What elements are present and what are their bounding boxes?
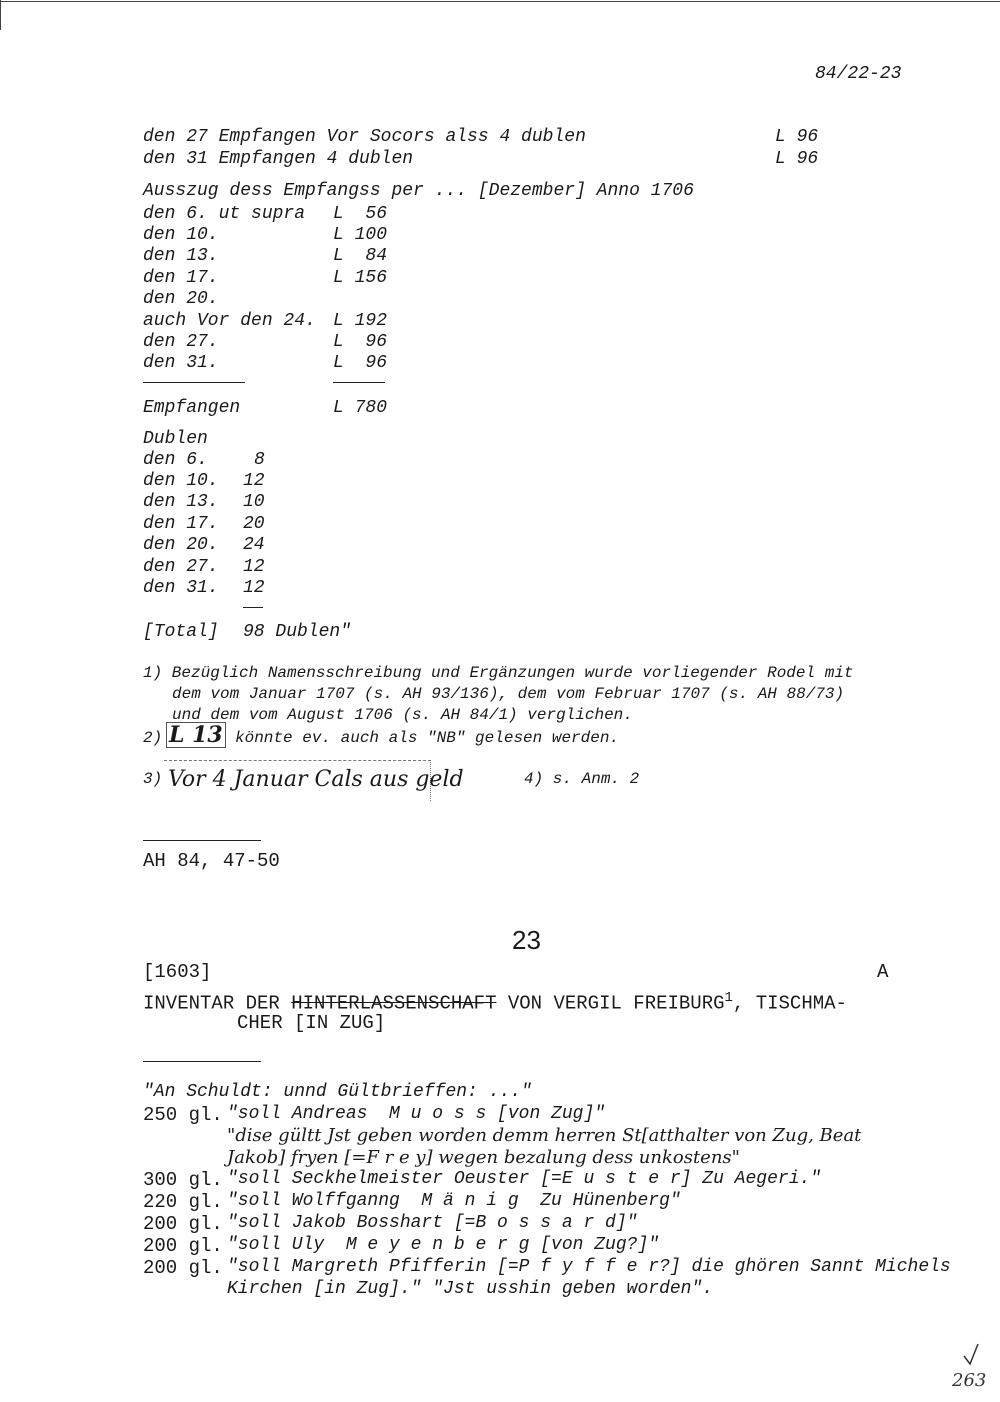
top-row-amount: L 96 bbox=[775, 127, 819, 147]
dublen-heading: Dublen bbox=[143, 429, 208, 449]
dublen-row-value: 10 bbox=[243, 492, 265, 512]
auszug-row-amount: L 84 bbox=[333, 246, 388, 266]
auszug-row-amount: L 192 bbox=[333, 311, 388, 331]
empfangen-amount: L 780 bbox=[333, 398, 388, 418]
dublen-row-label: den 31. bbox=[143, 578, 219, 598]
auszug-row-label: den 6. ut supra bbox=[143, 204, 306, 224]
dublen-row-value: 8 bbox=[254, 450, 265, 470]
entry-amount: 220 gl. bbox=[143, 1191, 223, 1213]
entry-text: "soll Andreas M u o s s [von Zug]" bbox=[227, 1104, 606, 1124]
auszug-row-label: den 31. bbox=[143, 353, 219, 373]
entry-amount: 300 gl. bbox=[143, 1169, 223, 1191]
dublen-row-label: den 17. bbox=[143, 514, 219, 534]
entry-text: "soll Wolffganng M ä n i g Zu Hünenberg" bbox=[227, 1191, 681, 1211]
dublen-row-value: 24 bbox=[243, 535, 265, 555]
title-part: , TISCHMA- bbox=[732, 992, 847, 1015]
sum-rule bbox=[243, 607, 263, 608]
corner-page-mark: 263 bbox=[952, 1370, 987, 1391]
auszug-row-label: den 13. bbox=[143, 246, 219, 266]
document-title-line-1 bbox=[143, 990, 847, 1014]
entry-amount: 200 gl. bbox=[143, 1235, 223, 1257]
dublen-row-value: 12 bbox=[243, 471, 265, 491]
scan-left-border bbox=[0, 0, 2, 30]
entry-amount: 200 gl. bbox=[143, 1257, 223, 1279]
top-row-text: den 27 Empfangen Vor Socors alss 4 dublen bbox=[143, 127, 586, 147]
top-row-amount: L 96 bbox=[775, 149, 819, 169]
dublen-row-value: 20 bbox=[243, 514, 265, 534]
document-title-line-2: CHER [IN ZUG] bbox=[237, 1012, 386, 1034]
schuldt-heading: "An Schuldt: unnd Gültbrieffen: ..." bbox=[143, 1082, 532, 1102]
title-footnote-marker: 1 bbox=[724, 990, 733, 1006]
check-mark-icon bbox=[960, 1340, 990, 1370]
dublen-total-label: [Total] bbox=[143, 622, 219, 642]
empfangen-label: Empfangen bbox=[143, 398, 241, 418]
dublen-row-label: den 13. bbox=[143, 492, 219, 512]
auszug-row-label: den 10. bbox=[143, 225, 219, 245]
entry-text: "soll Jakob Bosshart [=B o s s a r d]" bbox=[227, 1213, 638, 1233]
sum-rule bbox=[143, 382, 245, 383]
source-reference: AH 84, 47-50 bbox=[143, 850, 280, 872]
title-part: VON VERGIL FREIBURG bbox=[496, 992, 725, 1015]
document-number: 23 bbox=[512, 925, 541, 955]
entry-amount: 200 gl. bbox=[143, 1213, 223, 1235]
dublen-row-value: 12 bbox=[243, 578, 265, 598]
auszug-row-amount: L 96 bbox=[333, 353, 388, 373]
entry-text: "soll Seckhelmeister Oeuster [=E u s t e r] Zu Aegeri." bbox=[227, 1169, 822, 1189]
auszug-row-label: den 20. bbox=[143, 289, 219, 309]
entry-text-mixed: Kirchen [in Zug]." "Jst usshin geben worden". bbox=[227, 1279, 714, 1299]
dublen-row-label: den 20. bbox=[143, 535, 219, 555]
page-reference: 84/22-23 bbox=[815, 64, 902, 84]
sum-rule bbox=[333, 382, 385, 383]
title-struck-word: HINTERLASSENSCHAFT bbox=[291, 992, 497, 1015]
dublen-row-label: den 10. bbox=[143, 471, 219, 491]
scan-top-border bbox=[0, 1, 1000, 2]
entry-amount: 250 gl. bbox=[143, 1104, 223, 1126]
footnote-2-text: könnte ev. auch als "NB" gelesen werden. bbox=[235, 729, 620, 747]
title-part: INVENTAR DER bbox=[143, 992, 292, 1015]
auszug-row-label: auch Vor den 24. bbox=[143, 311, 316, 331]
entry-text-handwritten: "dise gültt Jst geben worden demm herren St[atthalter von Zug, Beat bbox=[227, 1125, 862, 1146]
dublen-total-value: 98 Dublen" bbox=[243, 622, 352, 642]
auszug-row-label: den 27. bbox=[143, 332, 219, 352]
footnote-1-line: und dem vom August 1706 (s. AH 84/1) verglichen. bbox=[172, 706, 633, 724]
auszug-row-amount: L 156 bbox=[333, 268, 388, 288]
separator-rule bbox=[143, 1061, 261, 1062]
auszug-row-amount: L 56 bbox=[333, 204, 388, 224]
footnote-4: 4) s. Anm. 2 bbox=[524, 770, 640, 788]
auszug-heading: Ausszug dess Empfangss per ... [Dezember] Anno 1706 bbox=[143, 181, 694, 201]
entry-text: "soll Uly M e y e n b e r g [von Zug?]" bbox=[227, 1235, 660, 1255]
footnote-1-line: dem vom Januar 1707 (s. AH 93/136), dem vom Februar 1707 (s. AH 88/73) bbox=[172, 685, 845, 703]
separator-rule bbox=[143, 840, 261, 841]
auszug-row-amount: L 96 bbox=[333, 332, 388, 352]
top-row-text: den 31 Empfangen 4 dublen bbox=[143, 149, 414, 169]
dublen-row-value: 12 bbox=[243, 557, 265, 577]
footnote-2-prefix: 2) bbox=[143, 729, 163, 747]
footnote-1-line: 1) Bezüglich Namensschreibung und Ergänzungen wurde vorliegender Rodel mit bbox=[143, 664, 854, 682]
footnote-2-glyph-image: L 13 bbox=[166, 722, 226, 748]
document-date: [1603] bbox=[143, 961, 212, 983]
auszug-row-label: den 17. bbox=[143, 268, 219, 288]
document-class: A bbox=[877, 961, 889, 983]
footnote-3-prefix: 3) bbox=[143, 770, 163, 788]
auszug-row-amount: L 100 bbox=[333, 225, 388, 245]
dublen-row-label: den 6. bbox=[143, 450, 208, 470]
entry-text-handwritten: Jakob] fryen [=F r e y] wegen bezalung dess unkostens" bbox=[227, 1147, 740, 1168]
entry-text: "soll Margreth Pfifferin [=P f y f f e r?] die ghören Sannt Michels bbox=[227, 1257, 951, 1277]
footnote-3-handwriting-image: Vor 4 Januar Cals aus geld bbox=[164, 760, 431, 801]
dublen-row-label: den 27. bbox=[143, 557, 219, 577]
